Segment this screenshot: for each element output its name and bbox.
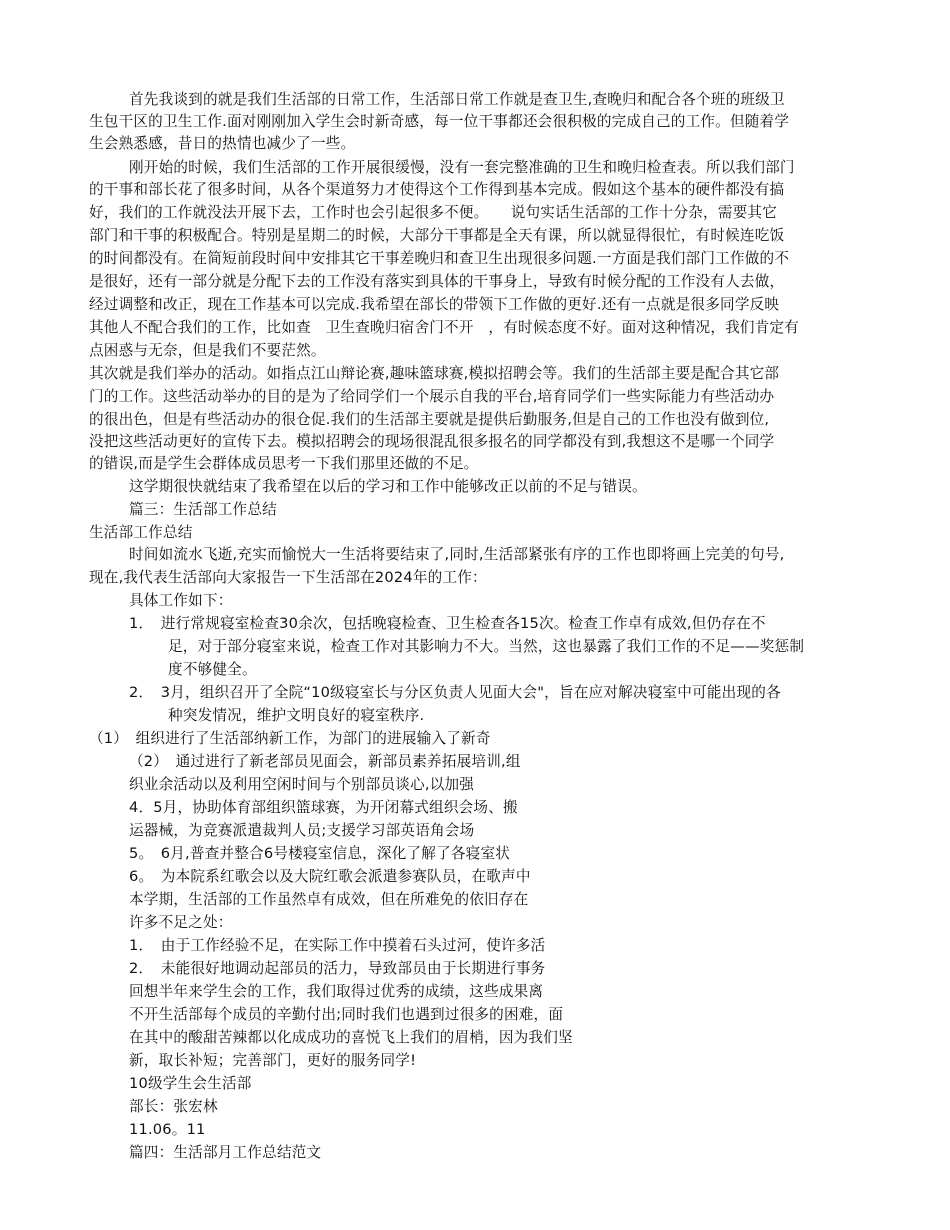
text-line: 的很出色，但是有些活动办的很仓促.我们的生活部主要就是提供后勤服务,但是自己的工作也没有做到位, [89, 411, 770, 428]
signature-date: 11.06。11 [129, 1121, 206, 1138]
text-line: 回想半年来学生会的工作，我们取得过优秀的成绩，这些成果离 [129, 983, 544, 1000]
section-heading: 篇四：生活部月工作总结范文 [129, 1144, 322, 1161]
list-item: 2． 未能很好地调动起部员的活力，导致部员由于长期进行事务 [129, 960, 546, 977]
text-line: 这学期很快就结束了我希望在以后的学习和工作中能够改正以前的不足与错误。 [129, 478, 647, 495]
text-line: 的干事和部长花了很多时间，从各个渠道努力才使得这个工作得到基本完成。假如这个基本的硬件都没有搞 [89, 181, 785, 198]
list-item-continuation: 足，对于部分寝室来说，检查工作对其影响力不大。当然，这也暴露了我们工作的不足——奖惩制 [168, 638, 805, 655]
list-item: （1） 组织进行了生活部纳新工作，为部门的进展输入了新奇 [89, 730, 491, 747]
text-line: 的错误,而是学生会群体成员思考一下我们那里还做的不足。 [89, 455, 479, 472]
text-line: 部门和干事的积极配合。特别是星期二的时候，大部分干事都是全天有课，所以就显得很忙，有时候连吃饭 [89, 227, 785, 244]
text-line: 好，我们的工作就没法开展下去，工作时也会引起很多不便。 说句实话生活部的工作十分杂，需要其它 [89, 204, 778, 221]
text-line: 运器械，为竞赛派遣裁判人员;支援学习部英语角会场 [129, 822, 475, 839]
list-item: 2． 3月，组织召开了全院“10级寝室长与分区负责人见面大会"，旨在应对解决寝室中可能出现的各 [129, 684, 781, 701]
text-line: 现在,我代表生活部向大家报告一下生活部在2024年的工作： [89, 569, 487, 586]
text-line: 生包干区的卫生工作.面对刚刚加入学生会时新奇感，每一位干事都还会很积极的完成自己的工作。但随着学 [89, 113, 790, 130]
text-line: 本学期，生活部的工作虽然卓有成效，但在所难免的依旧存在 [129, 891, 529, 908]
list-item-continuation: 度不够健全。 [168, 661, 257, 678]
text-line: 其他人不配合我们的工作，比如查 卫生查晚归宿舍门不开 ，有时候态度不好。面对这种情况，我们肯定有 [89, 319, 800, 336]
text-line: 新，取长补短；完善部门，更好的服务同学! [129, 1052, 417, 1069]
text-line: 门的工作。这些活动举办的目的是为了给同学们一个展示自我的平台,培育同学们一些实际能力有些活动办 [89, 388, 775, 405]
text-line: 在其中的酸甜苦辣都以化成成功的喜悦飞上我们的眉梢，因为我们坚 [129, 1029, 573, 1046]
list-item: （2） 通过进行了新老部员见面会，新部员素养拓展培训,组 [129, 753, 521, 770]
text-line: 没把这些活动更好的宣传下去。模拟招聘会的现场很混乱很多报名的同学都没有到,我想这不是哪一个同学 [89, 433, 775, 450]
section-heading: 篇三：生活部工作总结 [129, 501, 277, 518]
text-line: 许多不足之处： [129, 914, 233, 931]
text-line: 其次就是我们举办的活动。如指点江山辩论赛,趣味篮球赛,模拟招聘会等。我们的生活部主要是配合其它部 [89, 365, 780, 382]
text-line: 是很好，还有一部分就是分配下去的工作没有落实到具体的干事身上，导致有时候分配的工作没有人去做， [89, 273, 785, 290]
text-line: 的时间都没有。在简短前段时间中安排其它干事差晚归和查卫生出现很多问题.一方面是我们部门工作做的不 [89, 250, 790, 267]
text-line: 不开生活部每个成员的辛勤付出;同时我们也遇到过很多的困难，面 [129, 1006, 564, 1023]
list-item: 5。 6月,普查并整合6号楼寝室信息，深化了解了各寝室状 [129, 845, 511, 862]
text-line: 生会熟悉感，昔日的热情也减少了一些。 [89, 135, 356, 152]
signature-name: 部长：张宏林 [129, 1098, 218, 1115]
text-line: 时间如流水飞逝,充实而愉悦大一生活将要结束了,同时,生活部紧张有序的工作也即将画上完美的句号, [129, 546, 785, 563]
document-title: 生活部工作总结 [89, 524, 193, 541]
list-item: 1． 进行常规寝室检查30余次，包括晚寝检查、卫生检查各15次。检查工作卓有成效,但仍存在不 [129, 615, 766, 632]
signature-org: 10级学生会生活部 [129, 1075, 252, 1092]
text-line: 经过调整和改正，现在工作基本可以完成.我希望在部长的带领下工作做的更好.还有一点就是很多同学反映 [89, 296, 780, 313]
list-item: 4．5月，协助体育部组织篮球赛，为开闭幕式组织会场、搬 [129, 799, 518, 816]
list-item-continuation: 种突发情况，维护文明良好的寝室秩序. [168, 707, 425, 724]
text-line: 具体工作如下： [129, 592, 233, 609]
list-item: 6。 为本院系红歌会以及大院红歌会派遣参赛队员，在歌声中 [129, 868, 531, 885]
text-line: 刚开始的时候，我们生活部的工作开展很缓慢，没有一套完整准确的卫生和晚归检查表。所以我们部门 [129, 159, 795, 176]
list-item: 1． 由于工作经验不足，在实际工作中摸着石头过河，使许多活 [129, 937, 546, 954]
text-line: 点困惑与无奈，但是我们不要茫然。 [89, 342, 326, 359]
text-line: 首先我谈到的就是我们生活部的日常工作，生活部日常工作就是查卫生,查晚归和配合各个班的班级卫 [129, 91, 785, 108]
text-line: 织业余活动以及利用空闲时间与个别部员谈心,以加强 [129, 776, 475, 793]
